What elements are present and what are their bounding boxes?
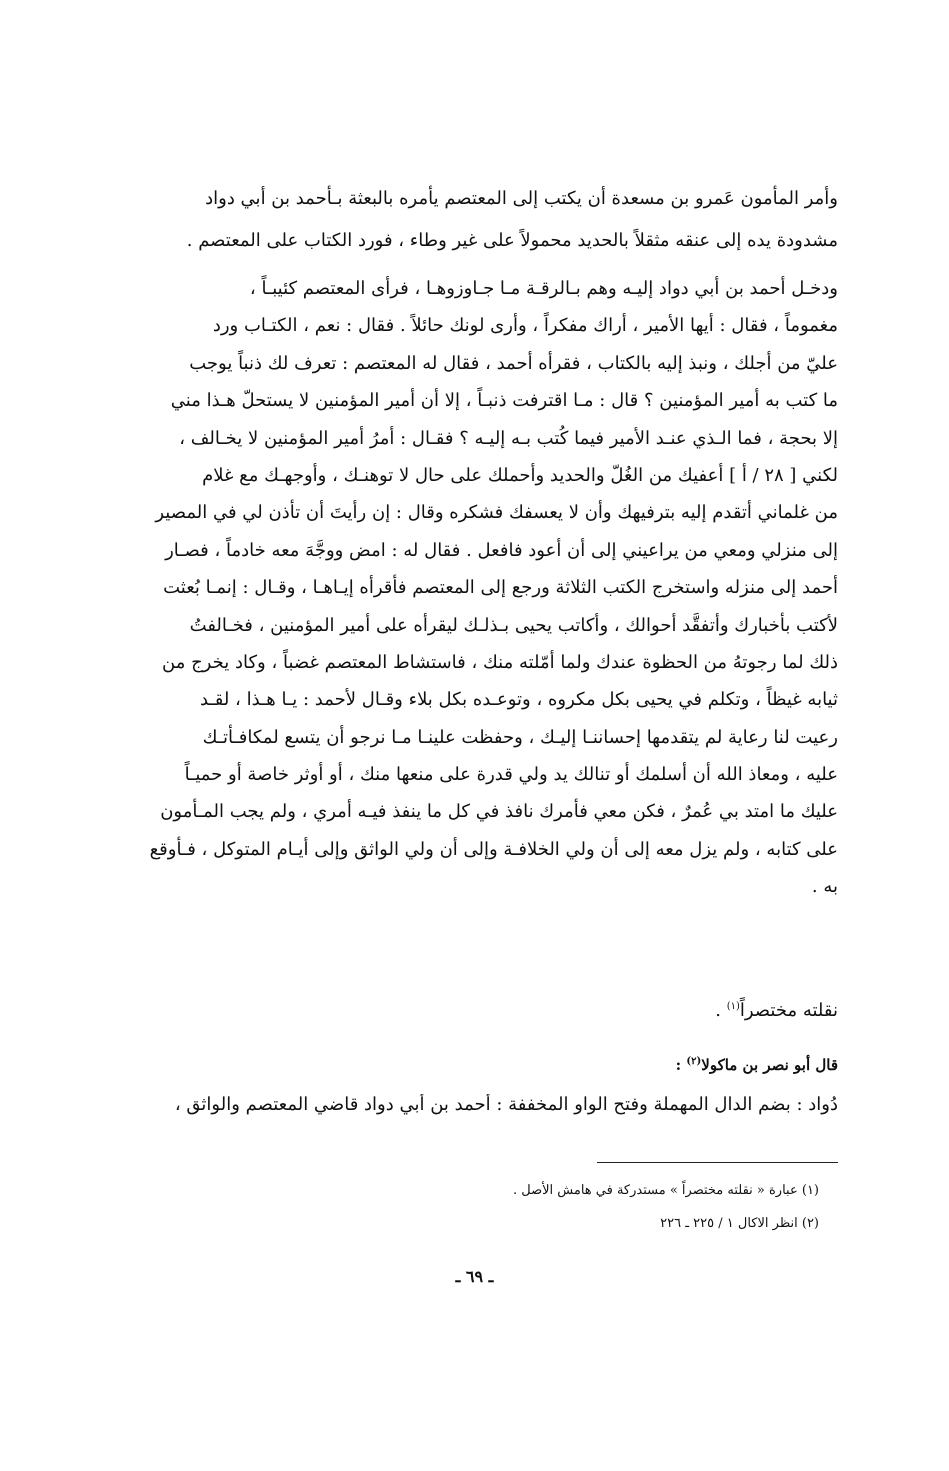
citation-tail: .: [715, 1000, 727, 1021]
text-line: عليّ من أجلك ، ونبذ إليه بالكتاب ، فقرأه أحمد ، فقال له المعتصم : تعرف لك ذنباً يوجب: [189, 352, 838, 374]
text-line: إلا بحجة ، فما الـذي عنـد الأمير فيما كُتب بـه إليـه ؟ فقـال : أمرُ أمير المؤمنين لا يخـالف ،: [179, 427, 838, 449]
text-line: لكني [ ٢٨ / أ ] أعفيك من الغُلّ والحديد وأحملك على حال لا توهنـك ، وأوجهـك مع غلام: [202, 464, 838, 486]
text-line: إلى منزلي ومعي من يراعيني إلى أن أعود فافعل . فقال له : امض ووجَّهَ معه خادماً ، فصـار: [165, 539, 838, 561]
footnote-mark: (١): [726, 1001, 740, 1012]
text-line: عليه ، ومعاذ الله أن أسلمك أو تنالك يد ولي قدرة على منعها منك ، أو أوثر خاصة أو حميـاً: [184, 764, 838, 786]
page-number: ـ ٦٩ ـ: [455, 1267, 494, 1286]
quote-intro-line: [676, 1056, 838, 1074]
text-line: على كتابه ، ولم يزل معه إلى أن ولي الخلافـة وإلى أن ولي الواثق وإلى أيـام المتوكل ، فـأوقع: [149, 838, 838, 860]
citation-line: [715, 1000, 838, 1021]
text-line: مشدودة يده إلى عنقه مثقلاً بالحديد محمولاً على غير وطاء ، فورد الكتاب على المعتصم .: [186, 230, 838, 251]
text-line: ما كتب به أمير المؤمنين ؟ قال : مـا اقترفت ذنبـاً ، إلا أن أمير المؤمنين لا يستحلّ هـذا مني: [170, 390, 838, 412]
quote-intro-text: قال أبو نصر بن ماكولا: [701, 1056, 838, 1074]
paragraph-1: [148, 178, 838, 262]
text-line: ودخـل أحمد بن أبي دواد إليـه وهم بـالرقـة مـا جـاوزوهـا ، فرأى المعتصم كئيبـاً ،: [249, 278, 838, 299]
text-line: مغموماً ، فقال : أيها الأمير ، أراك مفكراً ، وأرى لونك حائلاً . فقال : نعم ، الكتـاب ورد: [212, 315, 838, 337]
text-line: من غلماني أتقدم إليه بترفيهك وأن لا يعسفك فشكره وقال : إن رأيتَ أن تأذن لي في المصير: [155, 502, 838, 524]
citation-text: نقلته مختصراً: [739, 1000, 838, 1021]
text-line: أحمد إلى منزله واستخرج الكتب الثلاثة ورجع إلى المعتصم فأقرأه إيـاهـا ، وقـال : إنمـا بُعثت: [163, 577, 838, 599]
quote-intro-tail: :: [675, 1056, 687, 1074]
paragraph-2: [148, 270, 838, 906]
entry-line: دُواد : بضم الدال المهملة وفتح الواو المخففة : أحمد بن أبي دواد قاضي المعتصم والواثق ،: [174, 1094, 838, 1115]
footnote-1: (١) عبارة « نقلته مختصراً » مستدركة في هامش الأصل .: [512, 1183, 819, 1198]
text-line: عليك ما امتد بي عُمرٌ ، فكن معي فأمرك نافذ في كل ما ينفذ فيـه أمري ، ولم يجب المـأمون: [160, 801, 838, 823]
text-line: ذلك لما رجوتهُ من الحظوة عندك ولما أمّلته منك ، فاستشاط المعتصم غضباً ، وكاد يخرج من: [162, 651, 838, 673]
footnote-divider: [597, 1162, 838, 1163]
text-line: لأكتب بأخبارك وأتفقَّد أحوالك ، وأكاتب يحيى بـذلـك ليقرأه على أمير المؤمنين ، فخـالفتُ: [189, 614, 838, 636]
footnote-mark: (٢): [686, 1056, 702, 1067]
text-line: وأمر المأمون عَمرو بن مسعدة أن يكتب إلى المعتصم يأمره بالبعثة بـأحمد بن أبي دواد: [205, 188, 838, 209]
text-line: رعيت لنا رعاية لم يتقدمها إحساننـا إليـك ، وحفظت علينـا مـا نرجو أن يتسع لمكافـأتـك: [202, 726, 838, 748]
text-line: ثيابه غيظاً ، وتكلم في يحيى بكل مكروه ، وتوعـده بكل بلاء وقـال لأحمد : يـا هـذا ، لقـد: [200, 689, 838, 711]
text-line: به .: [811, 876, 838, 898]
footnote-2: (٢) انظر الاكال ١ / ٢٢٥ ـ ٢٢٦: [660, 1216, 819, 1231]
